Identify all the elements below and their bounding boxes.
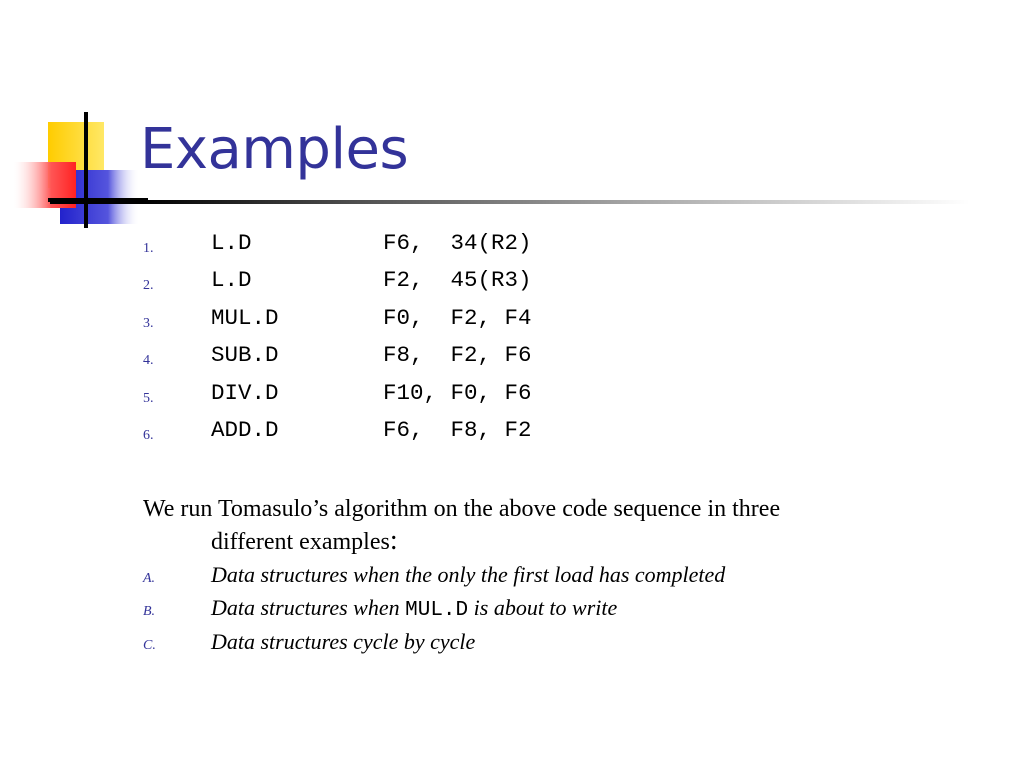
line-number: 4. [143,353,154,368]
title-underline [50,200,970,204]
code-line [0,267,1024,299]
opcode: MUL.D [211,305,279,331]
line-number: 1. [143,241,154,256]
code-line [0,380,1024,412]
deco-vertical-line [84,112,88,228]
code-line [0,230,1024,262]
opcode: L.D [211,267,252,293]
operands: F0, F2, F4 [383,305,532,331]
line-number: 3. [143,316,154,331]
item-text: Data structures cycle by cycle [211,629,476,654]
line-number: 2. [143,278,154,293]
line-number: 5. [143,391,154,406]
code-line [0,417,1024,449]
operands: F6, 34(R2) [383,230,532,256]
operands: F6, F8, F2 [383,417,532,443]
operands: F8, F2, F6 [383,342,532,368]
description-colon: : [389,525,398,556]
example-item-c [0,629,1024,659]
example-item-b [0,595,1024,625]
description-line-1: We run Tomasulo’s algorithm on the above code sequence in three [143,496,781,522]
line-number: 6. [143,428,154,443]
item-text: Data structures when MUL.D is about to write [211,595,618,622]
item-text: Data structures when the only the first load has completed [211,562,726,587]
opcode: ADD.D [211,417,279,443]
opcode: L.D [211,230,252,256]
item-letter: A. [143,571,156,586]
opcode: SUB.D [211,342,279,368]
item-letter: B. [143,604,156,619]
description-line-2: different examples: [211,525,398,556]
example-item-a [0,562,1024,592]
code-line [0,305,1024,337]
corner-decoration [0,0,150,240]
operands: F2, 45(R3) [383,267,532,293]
item-letter: C. [143,638,156,653]
code-line [0,342,1024,374]
slide-title: Examples [140,117,409,182]
opcode: DIV.D [211,380,279,406]
inline-code: MUL.D [405,599,469,622]
operands: F10, F0, F6 [383,380,532,406]
description-paragraph [143,494,943,558]
